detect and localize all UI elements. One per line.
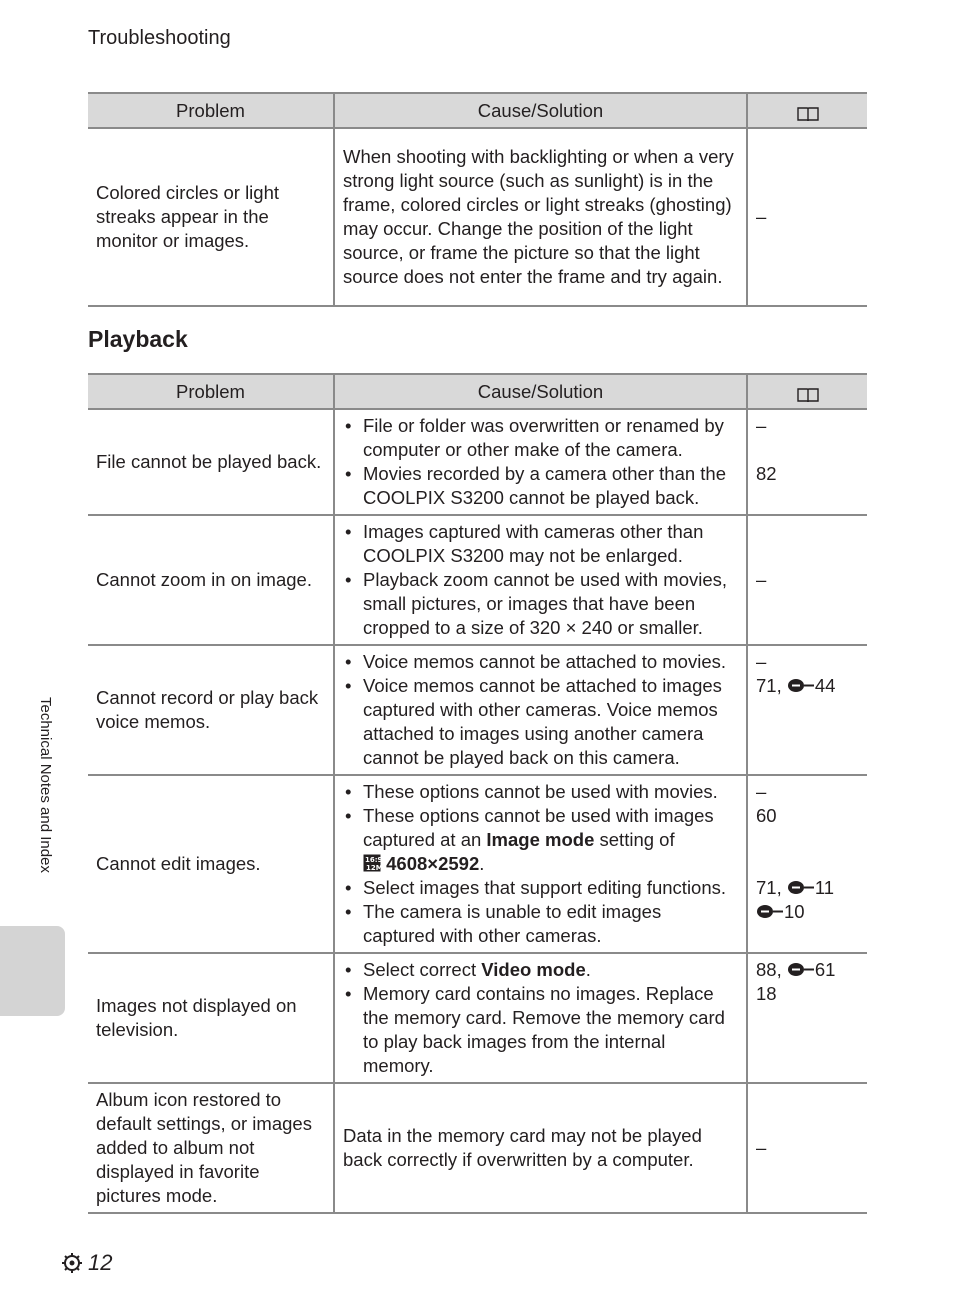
table-row bbox=[88, 409, 867, 515]
reference-page: 10 bbox=[784, 901, 805, 922]
bullet-item bbox=[343, 958, 738, 982]
table-row bbox=[88, 645, 867, 775]
reference-page: 44 bbox=[814, 675, 836, 696]
svg-text:16:9: 16:9 bbox=[365, 856, 383, 864]
book-icon bbox=[797, 385, 819, 401]
reference-page: 71, bbox=[756, 877, 787, 898]
reference-cell bbox=[747, 409, 867, 515]
reference-cell bbox=[747, 953, 867, 1083]
reference-value: 18 bbox=[756, 983, 777, 1004]
problem-cell: Cannot zoom in on image. bbox=[88, 515, 334, 645]
reference-value bbox=[756, 438, 859, 462]
bullet-item: • The camera is unable to edit images captured with other cameras. bbox=[343, 900, 738, 948]
cause-cell bbox=[334, 409, 747, 515]
cause-cell bbox=[334, 515, 747, 645]
reference-page: 88, bbox=[756, 959, 787, 980]
cause-cell: When shooting with backlighting or when a very strong light source (such as sunlight) is in the frame, colored circles or light streaks (ghosting) may occur. Change the position of the light source, or frame the picture so that the light source does not enter the frame and try again. bbox=[334, 128, 747, 306]
reference-section-icon bbox=[787, 959, 815, 974]
reference-page: 61 bbox=[814, 959, 836, 980]
table-row bbox=[88, 1083, 867, 1213]
bullet-text: setting of bbox=[594, 829, 675, 850]
book-icon bbox=[797, 104, 819, 120]
table-header-row bbox=[88, 93, 867, 128]
reference-section-icon bbox=[787, 675, 815, 690]
reference-value: 60 bbox=[756, 805, 777, 826]
page-footer bbox=[60, 1250, 112, 1276]
reference-cell: – bbox=[747, 515, 867, 645]
bullet-text: These options cannot be used with images captured at an bbox=[363, 805, 714, 850]
bullet-item: • Voice memos cannot be attached to movies. bbox=[343, 650, 738, 674]
bullet-item: • Playback zoom cannot be used with movies, small pictures, or images that have been cropped to a size of 320 × 240 or smaller. bbox=[343, 568, 738, 640]
bullet-item bbox=[343, 804, 738, 876]
table-row bbox=[88, 953, 867, 1083]
problem-cell: Album icon restored to default settings, or images added to album not displayed in favorite pictures mode. bbox=[88, 1083, 334, 1213]
header-problem: Problem bbox=[88, 93, 334, 128]
video-mode-label: Video mode bbox=[481, 959, 586, 980]
reference-value: – bbox=[756, 781, 767, 802]
cause-cell bbox=[334, 953, 747, 1083]
problem-cell: File cannot be played back. bbox=[88, 409, 334, 515]
problem-cell: Cannot record or play back voice memos. bbox=[88, 645, 334, 775]
table-header-row bbox=[88, 374, 867, 409]
problem-cell: Images not displayed on television. bbox=[88, 953, 334, 1083]
header-cause-solution: Cause/Solution bbox=[334, 93, 747, 128]
problem-cell: Colored circles or light streaks appear in the monitor or images. bbox=[88, 128, 334, 306]
reference-section-icon bbox=[756, 901, 784, 916]
table-row bbox=[88, 128, 867, 306]
bullet-item: • Select images that support editing functions. bbox=[343, 876, 738, 900]
problem-cell: Cannot edit images. bbox=[88, 775, 334, 953]
header-reference bbox=[747, 374, 867, 409]
image-mode-icon bbox=[363, 854, 381, 872]
image-mode-label: Image mode bbox=[486, 829, 595, 850]
cause-cell bbox=[334, 645, 747, 775]
technical-notes-icon bbox=[60, 1250, 86, 1276]
header-problem: Problem bbox=[88, 374, 334, 409]
table-row bbox=[88, 515, 867, 645]
reference-value: 82 bbox=[756, 463, 777, 484]
reference-spacer bbox=[756, 852, 859, 876]
reference-cell bbox=[747, 645, 867, 775]
reference-page: 11 bbox=[814, 877, 835, 898]
bullet-item: • Images captured with cameras other than COOLPIX S3200 may not be enlarged. bbox=[343, 520, 738, 568]
image-mode-value: 4608×2592 bbox=[386, 853, 480, 874]
section-side-tab bbox=[0, 926, 65, 1016]
bullet-item: • Voice memos cannot be attached to images captured with other cameras. Voice memos attached to images using another camera cannot be played back on this camera. bbox=[343, 674, 738, 770]
reference-cell: – bbox=[747, 128, 867, 306]
bullet-item: • Memory card contains no images. Replace the memory card. Remove the memory card to play back images from the internal memory. bbox=[343, 982, 738, 1078]
page-header-title: Troubleshooting bbox=[88, 27, 231, 49]
bullet-text: . bbox=[585, 959, 591, 980]
table-row bbox=[88, 775, 867, 953]
cause-cell: Data in the memory card may not be played back correctly if overwritten by a computer. bbox=[334, 1083, 747, 1213]
reference-value bbox=[756, 876, 859, 900]
side-tab-label: Technical Notes and Index bbox=[37, 697, 54, 873]
header-cause-solution: Cause/Solution bbox=[334, 374, 747, 409]
page-number: 12 bbox=[88, 1250, 113, 1275]
playback-troubleshooting-table bbox=[88, 373, 867, 1214]
reference-page: 71, bbox=[756, 675, 787, 696]
reference-value bbox=[756, 900, 859, 924]
troubleshooting-table-top bbox=[88, 92, 867, 307]
bullet-text: . bbox=[479, 853, 485, 874]
bullet-item: • File or folder was overwritten or renamed by computer or other make of the camera. bbox=[343, 414, 738, 462]
reference-cell bbox=[747, 775, 867, 953]
reference-spacer bbox=[756, 828, 859, 852]
section-title: Playback bbox=[88, 326, 188, 352]
reference-cell: – bbox=[747, 1083, 867, 1213]
bullet-text: Select correct bbox=[363, 959, 482, 980]
header-reference bbox=[747, 93, 867, 128]
reference-value bbox=[756, 674, 859, 698]
bullet-item: • Movies recorded by a camera other than the COOLPIX S3200 cannot be played back. bbox=[343, 462, 738, 510]
bullet-item: • These options cannot be used with movies. bbox=[343, 780, 738, 804]
reference-value: – bbox=[756, 415, 767, 436]
svg-text:12M: 12M bbox=[366, 864, 383, 872]
cause-cell bbox=[334, 775, 747, 953]
reference-value bbox=[756, 958, 859, 982]
reference-section-icon bbox=[787, 877, 815, 892]
reference-value: – bbox=[756, 651, 767, 672]
